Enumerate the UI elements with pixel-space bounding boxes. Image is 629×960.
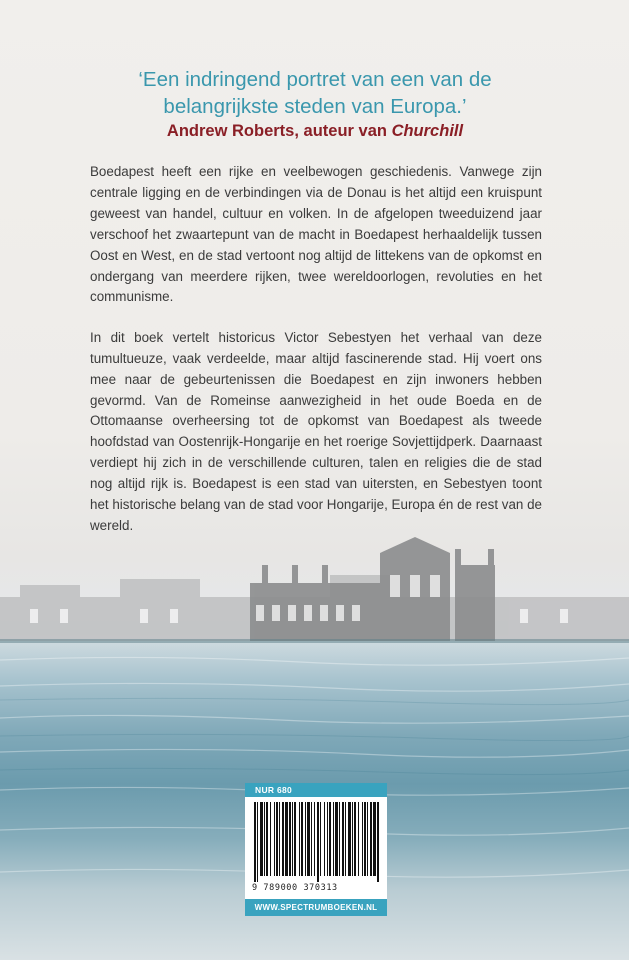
parliament-skyline-illustration <box>0 535 629 655</box>
nur-code-band <box>245 783 387 797</box>
quote-attribution <box>60 120 570 142</box>
publisher-url: WWW.SPECTRUMBOEKEN.NL <box>245 899 387 916</box>
blurb-paragraph-1: Boedapest heeft een rijke en veelbewogen geschiedenis. Vanwege zijn centrale ligging en de verbindingen via de Donau is het altijd een kruispunt geweest van handel, cultuur en volken. In de afgelopen tweeduizend jaar verschoof het zwaartepunt van de macht in Boedapest herhaaldelijk tussen Oost en West, en de stad vertoont nog altijd de littekens van de opkomst en ondergang van meerdere rijken, twee wereldoorlogen, revoluties en het communisme. <box>90 164 542 305</box>
review-quote <box>60 66 570 120</box>
attribution-author: Andrew Roberts, auteur van <box>166 122 392 140</box>
isbn-number: 9 789000 370313 <box>252 883 338 893</box>
isbn-barcode <box>252 802 380 886</box>
review-quote-line-2: belangrijkste steden van Europa.’ <box>163 95 467 118</box>
attribution-book-title: Churchill <box>391 122 464 140</box>
blurb-paragraph-2: In dit boek vertelt historicus Victor Sebestyen het verhaal van deze tumultueuze, vaak verdeelde, maar altijd fascinerende stad. Hij voert ons mee naar de gebeurtenissen die Boedapest en zijn inwoners hebben gevormd. Van de Romeinse aanwezigheid in het oude Boeda en de Ottomaanse overheersing tot de opkomst van Boedapest als tweede hoofdstad van Oostenrijk-Hongarije en het roerige Sovjettijdperk. Daarnaast verdiept hij zich in de verschillende culturen, talen en religies die de stad nog altijd rijk is. Boedapest is een stad van uitersten, en Sebestyen toont het historische belang van de stad voor Hongarije, Europa én de rest van de wereld. <box>90 329 542 533</box>
nur-code: NUR 680 <box>255 785 293 795</box>
blurb-text <box>90 162 542 537</box>
review-quote-line-1: ‘Een indringend portret van een van de <box>138 68 492 91</box>
